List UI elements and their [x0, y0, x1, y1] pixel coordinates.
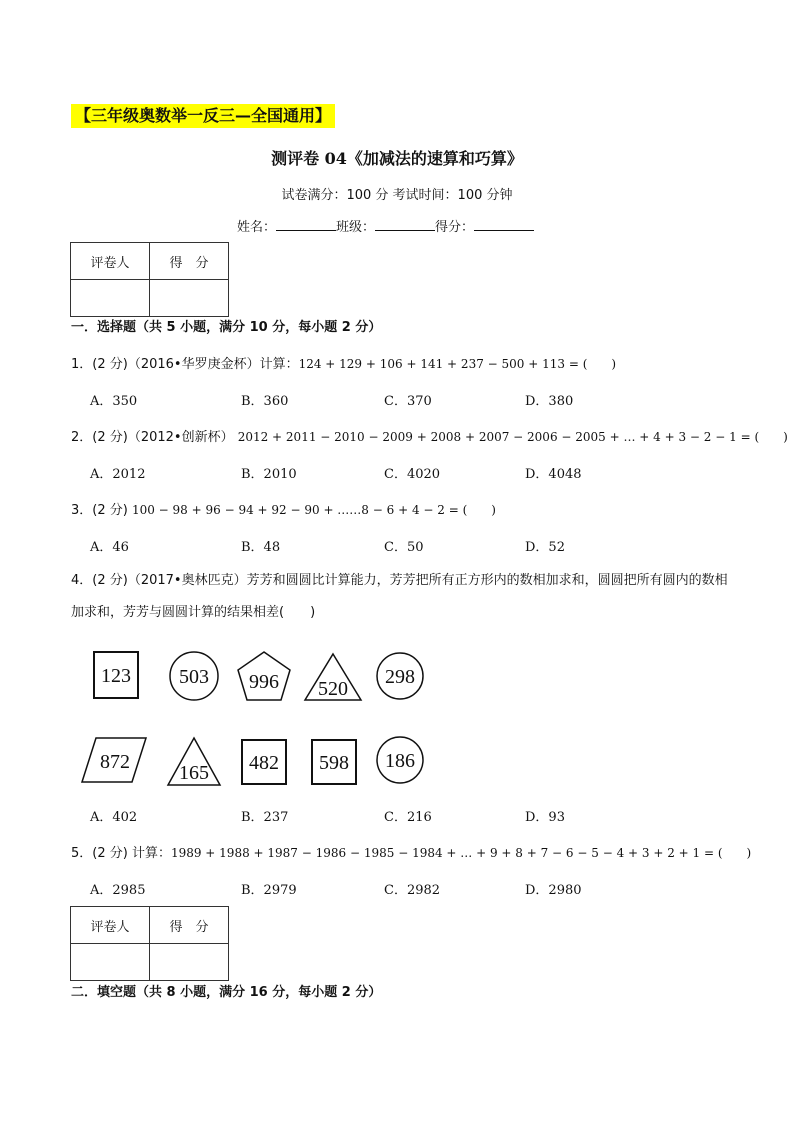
q4-option-a: A．402: [90, 810, 138, 825]
section-heading-2: 二．填空题（共 8 小题，满分 16 分，每小题 2 分）: [71, 985, 382, 1000]
score-label: 得分：: [435, 220, 475, 235]
question-5-prefix: 5．(2 分) 计算：: [71, 846, 171, 861]
score-header: 得 分: [150, 243, 229, 280]
q2-option-b: B．2010: [241, 467, 297, 482]
grader-header: 评卷人: [71, 907, 150, 944]
score-cell: [150, 280, 229, 317]
question-2: [71, 427, 788, 448]
q4-option-b: B．237: [241, 810, 289, 825]
q2-option-d: D．4048: [525, 467, 582, 482]
name-blank: [276, 216, 336, 231]
q4-option-d: D．93: [525, 810, 565, 825]
q4-option-c: C．216: [384, 810, 432, 825]
question-1-expr: 124 + 129 + 106 + 141 + 237 − 500 + 113 = ( ): [298, 357, 617, 371]
question-1: [71, 354, 616, 375]
class-label: 班级：: [336, 220, 376, 235]
q1-option-c: C．370: [384, 394, 432, 409]
shape-number-6: 872: [100, 751, 130, 773]
grader-header: 评卷人: [71, 243, 150, 280]
question-3: [71, 500, 496, 521]
shape-number-8: 482: [249, 752, 279, 774]
shape-number-5: 298: [385, 666, 415, 688]
class-blank: [375, 216, 435, 231]
question-3-prefix: 3．(2 分): [71, 503, 132, 518]
q3-option-a: A．46: [90, 540, 129, 555]
shape-number-3: 996: [249, 671, 279, 693]
question-3-expr: 100 − 98 + 96 − 94 + 92 − 90 + ……8 − 6 + 4 − 2 = ( ): [131, 503, 496, 517]
shape-number-4: 520: [318, 678, 348, 700]
score-table-2: [70, 906, 229, 981]
q3-option-d: D．52: [525, 540, 565, 555]
q2-option-a: A．2012: [90, 467, 146, 482]
score-header: 得 分: [150, 907, 229, 944]
shape-number-10: 186: [385, 750, 415, 772]
page-title: 测评卷 04《加减法的速算和巧算》: [271, 149, 523, 168]
q5-option-b: B．2979: [241, 883, 297, 898]
student-fields: [237, 216, 534, 238]
section-heading-1: 一．选择题（共 5 小题，满分 10 分，每小题 2 分）: [71, 320, 382, 335]
q1-option-d: D．380: [525, 394, 574, 409]
score-cell: [150, 944, 229, 981]
grader-cell: [71, 280, 150, 317]
question-4: 4．(2 分)（2017•奥林匹克）芳芳和圆圆比计算能力，芳芳把所有正方形内的数相加求和，圆圆把所有圆内的数相加求和，芳芳与圆圆计算的结果相差( ): [71, 573, 728, 620]
shape-number-7: 165: [179, 762, 209, 784]
name-label: 姓名：: [237, 220, 277, 235]
q1-option-a: A．350: [90, 394, 138, 409]
q5-option-c: C．2982: [384, 883, 441, 898]
q5-option-d: D．2980: [525, 883, 582, 898]
score-blank: [474, 216, 534, 231]
shape-number-2: 503: [179, 666, 209, 688]
q3-option-c: C．50: [384, 540, 424, 555]
question-2-prefix: 2．(2 分)（2012•创新杯）: [71, 430, 238, 445]
question-2-expr: 2012 + 2011 − 2010 − 2009 + 2008 + 2007 − 2006 − 2005 + … + 4 + 3 − 2 − 1 = ( ): [237, 430, 788, 444]
series-tag: 【三年级奥数举一反三—全国通用】: [71, 104, 335, 128]
shape-number-1: 123: [101, 665, 131, 687]
shape-number-9: 598: [319, 752, 349, 774]
q2-option-c: C．4020: [384, 467, 441, 482]
q5-option-a: A．2985: [90, 883, 146, 898]
question-5-expr: 1989 + 1988 + 1987 − 1986 − 1985 − 1984 + … + 9 + 8 + 7 − 6 − 5 − 4 + 3 + 2 + 1 = ( ): [170, 846, 752, 860]
question-5: [71, 843, 751, 864]
grader-cell: [71, 944, 150, 981]
exam-info: 试卷满分：100 分 考试时间：100 分钟: [281, 188, 513, 203]
q1-option-b: B．360: [241, 394, 289, 409]
score-table-1: [70, 242, 229, 317]
q3-option-b: B．48: [241, 540, 281, 555]
question-1-prefix: 1．(2 分)（2016•华罗庚金杯）计算：: [71, 357, 299, 372]
shapes-figure: [78, 640, 428, 790]
